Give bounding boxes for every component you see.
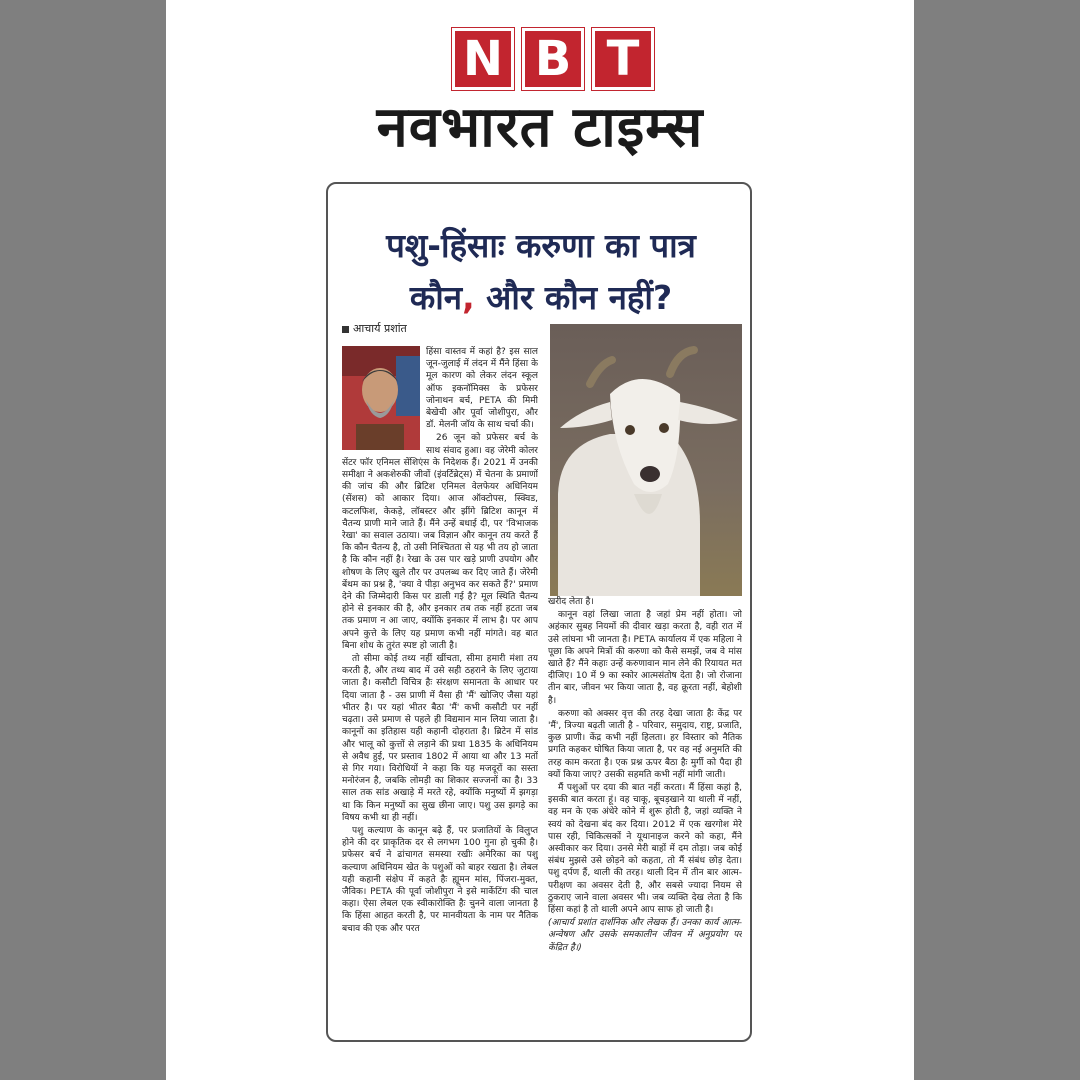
nbt-logo xyxy=(452,28,654,90)
right-column xyxy=(548,596,742,1036)
article-headline xyxy=(340,220,742,324)
paragraph: खरीद लेता है। xyxy=(548,597,594,607)
author-name: आचार्य प्रशांत xyxy=(353,322,407,335)
paragraph: मैं पशुओं पर दया की बात नहीं करता। मैं हिंसा कहां है, इसकी बात करता हूं। वह चाकू, बूचड़खाने या थाली में नहीं, वह मन के एक अंधेरे कोने में शुरू होती है, जहां व्यक्ति ने स्वयं को देखना बंद कर दिया। 2012 में एक खरगोश मेरे पास रही, चिकित्सकों ने यूथानाइज करने को कहा, मैंने अस्वीकार कर दिया। उनसे मेरी बाहों में दम तोड़ा। जब कोई संबंध मुझसे उसे छोड़ने को कहता, तो मैं संबंध छोड़ देता। पशु दर्पण हैं, थाली की तरह। थाली दिन में तीन बार आत्म-परीक्षण का अवसर देती है, और सबसे ज्यादा नियम से ठुकराए जाने वाला अवसर भी। जब व्यक्ति देख लेता है कि हिंसा कहां है तो थाली अपने आप साफ हो जाती है। xyxy=(548,783,742,916)
left-column xyxy=(342,346,538,1036)
paragraph: 26 जून को प्रफेसर बर्च के साथ संवाद हुआ। वह जेरेमी कोलर सेंटर फॉर एनिमल सेंशिएंस के निदेशक हैं। 2021 में उनकी समीक्षा ने अकशेरुकी जीवों (इंवर्टिब्रेट्स) में चेतना के प्रमाणों की जांच की और ब्रिटिश एनिमल वेलफेयर अधिनियम (सेंशस) को आकार दिया। आज ऑक्टोपस, स्क्विड, कटलफिश, केकड़े, लॉबस्टर और झींगे ब्रिटिश कानून में चैतन्य प्राणी माने जाते हैं। मैंने उन्हें बधाई दी, पर 'विभाजक रेखा' का सवाल उठाया। जब विज्ञान और कानून तय करते हैं कि कौन चैतन्य है, तो उसी निश्चितता से यह भी तय हो जाता है कि कौन नहीं है। रेखा के उस पार खड़े प्राणी उपयोग और शोषण के लिए खुले तौर पर उपलब्ध कर दिए जाते हैं। जेरेमी बेंथम का प्रश्न है, 'क्या वे पीड़ा अनुभव कर सकते हैं?' प्रमाण देने की जिम्मेदारी किस पर डाली गई है? मूल स्थिति चैतन्य होने से इनकार की है, और इनकार तब तक नहीं हटता जब तक प्रमाण न आ जाए, क्योंकि इनकार में लाभ है। पर आप अपने कुत्ते के लिए यह प्रमाण कभी नहीं मांगते। वह बात बिना शोध के तुरंत स्पष्ट हो जाती है। xyxy=(342,433,538,651)
goat-photo xyxy=(550,324,742,596)
article-frame xyxy=(326,182,752,1042)
logo-letter-t: T xyxy=(592,28,654,90)
headline-rest: और कौन नहीं? xyxy=(474,278,673,317)
paragraph xyxy=(342,346,538,431)
author-note: (आचार्य प्रशांत दार्शनिक और लेखक हैं। उनका कार्य आत्म-अन्वेषण और उसके समकालीन जीवन में अनुप्रयोग पर केंद्रित है।) xyxy=(548,918,742,953)
masthead-title: नवभारत टाइम्स xyxy=(376,95,704,160)
paragraph-text: हिंसा वास्तव में कहां है? इस साल जून-जुलाई में लंदन में मैंने हिंसा के मूल कारण को लेकर लंदन स्कूल ऑफ इकनॉमिक्स के प्रफेसर जोनाथन बर्च, PETA की मिमी बेखेची और पूर्वा जोशीपुरा, और डॉ. मेलनी जॉय के साथ चर्चा की। xyxy=(426,347,538,431)
bullet-square-icon xyxy=(342,326,349,333)
logo-letter-b: B xyxy=(522,28,584,90)
paragraph: करुणा को अक्सर वृत्त की तरह देखा जाता हैः केंद्र पर 'मैं', त्रिज्या बढ़ती जाती है - परिवार, समुदाय, राष्ट्र, प्रजाति, कुछ प्राणी। केंद्र कभी नहीं हिलता। हर विस्तार को नैतिक प्रगति कहकर घोषित किया जाता है, पर वह नई अनुमति की तरह काम करता है। एक प्रश्न ऊपर बैठा हैः मुर्गी को पैदा ही क्यों किया जाए? उसकी सहमति कभी नहीं मांगी जाती। xyxy=(548,708,742,780)
paragraph: पशु कल्याण के कानून बढ़े हैं, पर प्रजातियों के विलुप्त होने की दर प्राकृतिक दर से लगभग 100 गुना हो चुकी है। प्रफेसर बर्च ने ढांचागत समस्या रखीः अमेरिका का पशु कल्याण अधिनियम खेत के पशुओं को बाहर रखता है। लेबल यही कहानी संक्षेप में कहते हैः ह्यूमन मांस, पिंजरा-मुक्त, जैविक। PETA की पूर्वा जोशीपुरा ने इसे मार्केटिंग की चाल कहा। ऐसा लेबल एक स्वीकारोक्ति हैः चुनने वाला जानता है कि हिंसा आहत करती है, पर मानवीयता के नाम पर नैतिक बचाव की एक और परत xyxy=(342,825,538,934)
paragraph: तो सीमा कोई तथ्य नहीं खींचता, सीमा हमारी मंशा तय करती है, और तथ्य बाद में उसे सही ठहराने के लिए जुटाया जाता है। कसौटी विचित्र हैः संरक्षण समानता के आधार पर दिया जाता है - उस प्राणी में वैसा ही 'मैं' खोजिए जैसा यहां भीतर है। पर यहां भीतर बैठा 'मैं' कभी कसौटी पर नहीं चढ़ता। उसे प्रमाण से पहले ही विद्यमान मान लिया जाता है। कानूनों का इतिहास यही कहानी दोहराता है। ब्रिटेन में सांड और भालू को कुत्तों से लड़ाने की प्रथा 1835 के अधिनियम से अवैध हुई, पर प्रस्ताव 1802 में आया था और 13 मतों से गिर गया। विरोधियों ने कहा कि यह मजदूरों का सस्ता मनोरंजन है, जबकि लोमड़ी का शिकार सज्जनों का है। 33 साल तक सांड अखाड़े में मरते रहे, क्योंकि मनुष्यों में झगड़ा था कि किन मनुष्यों का सुख छीना जाए। पशु उस झगड़े का विषय कभी था ही नहीं। xyxy=(342,654,538,823)
headline-comma: , xyxy=(462,278,475,317)
headline-line-2 xyxy=(340,272,742,324)
headline-word: कौन xyxy=(409,278,463,317)
logo-letter-n: N xyxy=(452,28,514,90)
paragraph: कानून वहां लिखा जाता है जहां प्रेम नहीं होता। जो अहंकार सुबह नियमों की दीवार खड़ा करता है, वही रात में उसे लांघना भी जानता है। PETA कार्यालय में एक महिला ने पूछा कि अपने मित्रों की करुणा को कैसे समझें, जब वे मांस खाते हैं? मैंने कहाः उन्हें करुणावान मान लेने की रियायत मत दीजिए। 10 में 9 का स्कोर आत्मसंतोष देता है। जो रोजाना तीन बार, जीवन भर किया जाता है, वह क्रूरता नहीं, बेहोशी है। xyxy=(548,610,742,706)
author-photo xyxy=(342,346,420,450)
byline xyxy=(342,322,407,336)
headline-line-1: पशु-हिंसाः करुणा का पात्र xyxy=(386,226,696,265)
